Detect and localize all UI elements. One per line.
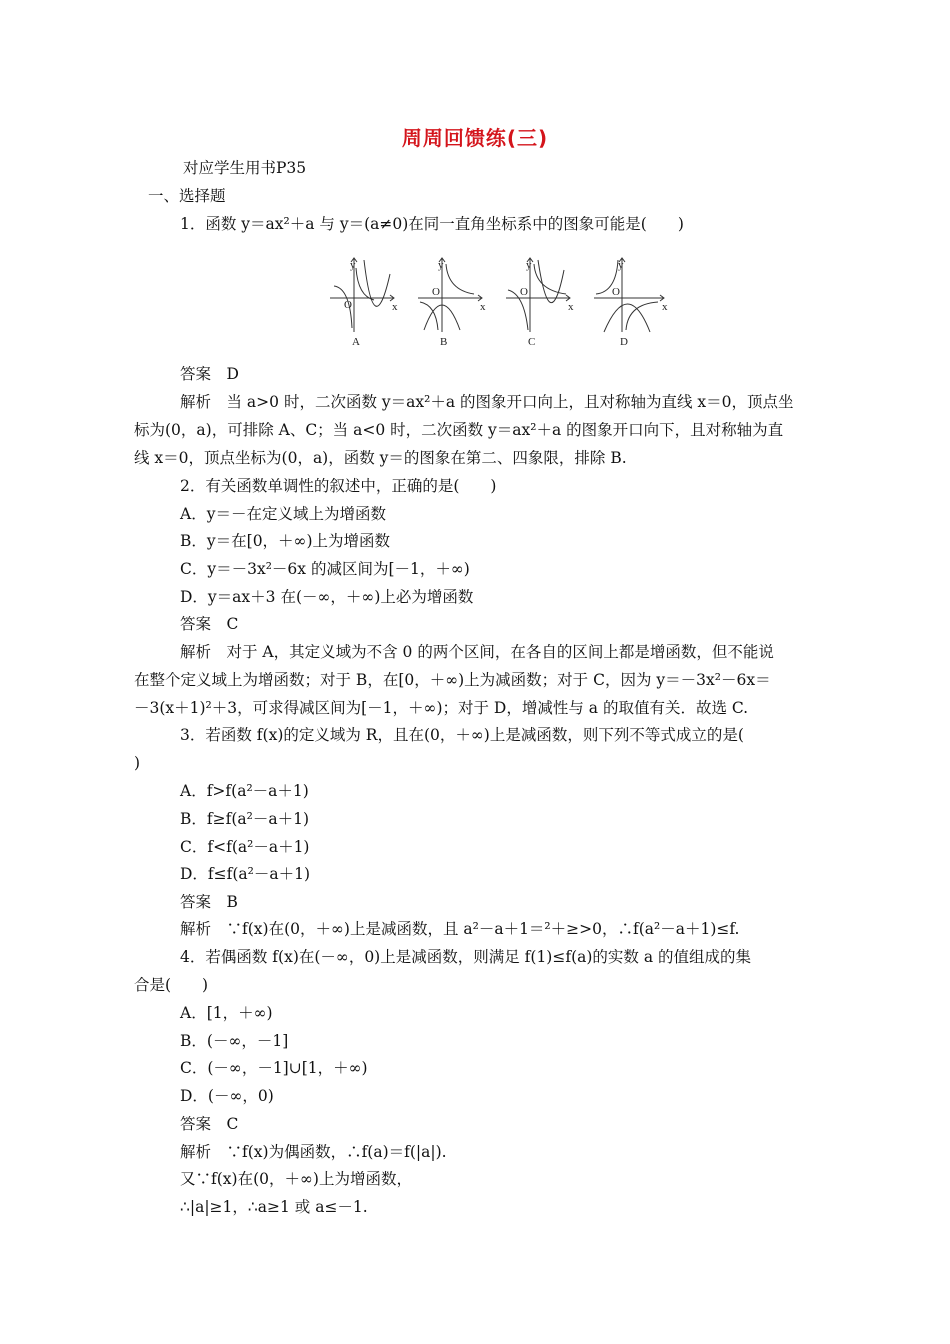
graph-a-hyperbola-right bbox=[356, 268, 374, 300]
q3-stem: 3．若函数 f(x)的定义域为 R，且在(0，＋∞)上是减函数，则下列不等式成立的是( bbox=[180, 726, 744, 744]
q1-analysis-line1: 解析 当 a>0 时，二次函数 y＝ax²＋a 的图象开口向上，且对称轴为直线 x＝0，顶点坐 bbox=[180, 393, 794, 411]
q4-answer: 答案 C bbox=[180, 1115, 239, 1133]
q2-option-c: C．y＝－3x²－6x 的减区间为[－1，＋∞) bbox=[180, 560, 470, 578]
graph-a-parabola bbox=[364, 260, 390, 306]
q1-graphs-svg bbox=[328, 250, 674, 350]
q4-stem-cont: 合是( ) bbox=[134, 976, 209, 994]
q2-analysis-line3: －3(x＋1)²＋3，可求得减区间为[－1，＋∞)；对于 D，增减性与 a 的取值有关．故选 C. bbox=[134, 699, 749, 717]
q2-option-d: D．y＝ax＋3 在(－∞，＋∞)上必为增函数 bbox=[180, 588, 474, 606]
textbook-reference: 对应学生用书P35 bbox=[183, 159, 307, 177]
q3-option-d: D．f≤f(a²－a＋1) bbox=[180, 865, 311, 883]
graph-b-origin-label: O bbox=[432, 286, 440, 298]
q4-analysis-line1: 解析 ∵f(x)为偶函数，∴f(a)＝f(|a|). bbox=[180, 1143, 447, 1161]
graph-c-x-label: x bbox=[568, 301, 574, 313]
graph-c-y-label: y bbox=[526, 259, 532, 271]
q2-option-a: A．y＝－在定义域上为增函数 bbox=[180, 505, 386, 523]
q3-option-b: B．f≥f(a²－a＋1) bbox=[180, 810, 310, 828]
graph-b-hyperbola-right bbox=[446, 264, 474, 294]
graph-a bbox=[330, 258, 394, 332]
q2-option-b: B．y＝在[0，＋∞)上为增函数 bbox=[180, 532, 391, 550]
graph-d-x-label: x bbox=[662, 301, 668, 313]
graph-a-x-label: x bbox=[392, 301, 398, 313]
graph-b-x-label: x bbox=[480, 301, 486, 313]
q2-analysis-line2: 在整个定义域上为增函数；对于 B，在[0，＋∞)上为减函数；对于 C，因为 y＝－3x²－6x＝ bbox=[134, 671, 771, 689]
q1-stem: 1．函数 y＝ax²＋a 与 y＝(a≠0)在同一直角坐标系中的图象可能是( ) bbox=[180, 215, 684, 233]
page-title: 周周回馈练(三) bbox=[401, 126, 549, 150]
q3-option-c: C．f<f(a²－a＋1) bbox=[180, 838, 310, 856]
graph-c-hyperbola-right bbox=[534, 264, 566, 294]
graph-a-origin-label: O bbox=[344, 299, 352, 311]
graph-d-parabola bbox=[604, 304, 650, 332]
q3-option-a: A．f>f(a²－a＋1) bbox=[180, 782, 309, 800]
q3-answer: 答案 B bbox=[180, 893, 238, 911]
q4-stem: 4．若偶函数 f(x)在(－∞，0)上是减函数，则满足 f(1)≤f(a)的实数 a 的值组成的集 bbox=[180, 948, 752, 966]
graph-d-caption: D bbox=[620, 336, 628, 348]
graph-d-origin-label: O bbox=[612, 286, 620, 298]
graph-d-y-label: y bbox=[618, 259, 624, 271]
graph-b-caption: B bbox=[440, 336, 448, 348]
q4-option-a: A．[1，＋∞) bbox=[180, 1004, 273, 1022]
graph-b-hyperbola-left bbox=[420, 302, 438, 330]
graph-a-y-label: y bbox=[350, 259, 356, 271]
graph-c-caption: C bbox=[528, 336, 536, 348]
q2-stem: 2．有关函数单调性的叙述中，正确的是( ) bbox=[180, 477, 497, 495]
q1-analysis-line3: 线 x＝0，顶点坐标为(0，a)，函数 y＝的图象在第二、四象限，排除 B. bbox=[134, 449, 627, 467]
graph-b-y-label: y bbox=[438, 259, 444, 271]
graph-c bbox=[506, 258, 570, 332]
graph-a-caption: A bbox=[352, 336, 360, 348]
graph-d bbox=[594, 258, 664, 332]
q3-analysis-line1: 解析 ∵f(x)在(0，＋∞)上是减函数，且 a²－a＋1＝²＋≥>0，∴f(a²－a＋1)≤f. bbox=[180, 920, 740, 938]
q4-option-b: B．(－∞，－1] bbox=[180, 1032, 289, 1050]
q2-analysis-line1: 解析 对于 A，其定义域为不含 0 的两个区间，在各自的区间上都是增函数，但不能说 bbox=[180, 643, 774, 661]
q4-option-d: D．(－∞，0) bbox=[180, 1087, 274, 1105]
q4-option-c: C．(－∞，－1]∪[1，＋∞) bbox=[180, 1059, 368, 1077]
q1-answer: 答案 D bbox=[180, 365, 239, 383]
graph-c-parabola bbox=[538, 260, 564, 303]
q4-analysis-line2: 又∵f(x)在(0，＋∞)上为增函数， bbox=[180, 1170, 412, 1188]
q2-answer: 答案 C bbox=[180, 615, 239, 633]
q1-analysis-line2: 标为(0，a)，可排除 A、C；当 a<0 时，二次函数 y＝ax²＋a 的图象开口向下，且对称轴为直 bbox=[134, 421, 784, 439]
q3-stem-cont: ) bbox=[134, 754, 141, 772]
graph-c-origin-label: O bbox=[520, 286, 528, 298]
q1-figure bbox=[328, 250, 674, 350]
section-heading: 一、选择题 bbox=[148, 187, 226, 205]
q4-analysis-line3: ∴|a|≥1，∴a≥1 或 a≤－1. bbox=[180, 1198, 368, 1216]
graph-b bbox=[418, 258, 482, 332]
